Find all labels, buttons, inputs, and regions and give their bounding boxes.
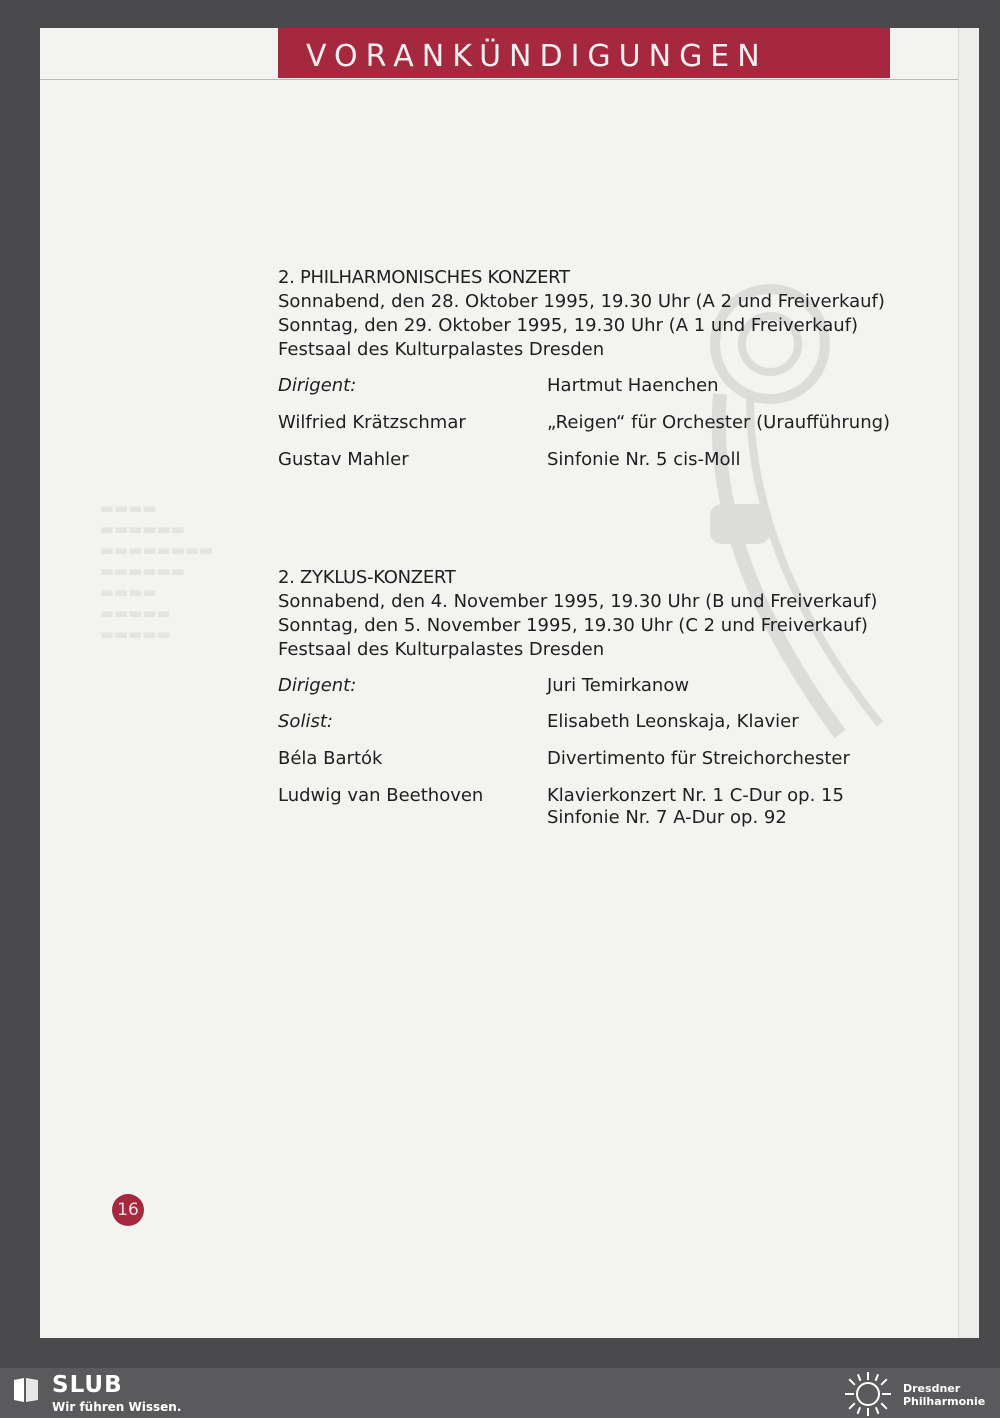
library-tagline: Wir führen Wissen. (52, 1400, 182, 1414)
partner-name-line2: Philharmonie (903, 1395, 986, 1408)
header-rule (40, 79, 958, 80)
adjacent-page-edge (958, 28, 979, 1338)
program-label: Gustav Mahler (278, 449, 409, 470)
program-value: Sinfonie Nr. 7 A-Dur op. 92 (547, 807, 787, 828)
concert-venue: Festsaal des Kulturpalastes Dresden (278, 639, 605, 660)
concert-date: Sonnabend, den 4. November 1995, 19.30 Uhr (B und Freiverkauf) (278, 591, 878, 612)
program-value: Hartmut Haenchen (547, 375, 719, 396)
show-through-left-column: ▬▬▬▬ ▬▬▬▬▬▬ ▬▬▬▬▬▬▬▬ ▬▬▬▬▬▬ ▬▬▬▬ ▬▬▬▬▬ ▬▬▬▬▬ (100, 499, 214, 643)
program-label: Béla Bartók (278, 748, 383, 769)
page-number-badge (112, 1194, 144, 1226)
concert-date: Sonntag, den 29. Oktober 1995, 19.30 Uhr (A 1 und Freiverkauf) (278, 315, 859, 336)
concert-title: 2. ZYKLUS-KONZERT (278, 567, 456, 588)
concert-announcement-2 (278, 566, 878, 836)
concert-date: Sonnabend, den 28. Oktober 1995, 19.30 Uhr (A 2 und Freiverkauf) (278, 291, 885, 312)
concert-venue: Festsaal des Kulturpalastes Dresden (278, 339, 605, 360)
document-page (40, 28, 959, 1338)
program-label: Dirigent: (278, 675, 357, 696)
program-label: Dirigent: (278, 375, 357, 396)
dresdner-philharmonie-logo-icon[interactable] (842, 1372, 894, 1416)
program-value: „Reigen“ für Orchester (Uraufführung) (547, 412, 891, 433)
program-value: Juri Temirkanow (547, 675, 690, 696)
page-number: 16 (117, 1200, 139, 1220)
viewer-footer-bar (0, 1368, 1000, 1418)
partner-name-line1: Dresdner (903, 1382, 961, 1395)
program-label: Wilfried Krätzschmar (278, 412, 466, 433)
concert-date: Sonntag, den 5. November 1995, 19.30 Uhr (C 2 und Freiverkauf) (278, 615, 868, 636)
program-value: Divertimento für Streichorchester (547, 748, 850, 769)
program-value: Klavierkonzert Nr. 1 C-Dur op. 15 (547, 785, 844, 806)
concert-title: 2. PHILHARMONISCHES KONZERT (278, 267, 570, 288)
program-label: Ludwig van Beethoven (278, 785, 484, 806)
slub-logo-icon[interactable] (12, 1376, 40, 1404)
program-value: Sinfonie Nr. 5 cis-Moll (547, 449, 741, 470)
concert-announcement-1 (278, 266, 891, 486)
library-name[interactable]: SLUB (52, 1372, 123, 1398)
program-label: Solist: (278, 711, 333, 732)
section-header-band (278, 28, 890, 78)
partner-name[interactable] (903, 1382, 985, 1408)
program-value: Elisabeth Leonskaja, Klavier (547, 711, 799, 732)
section-title: VORANKÜNDIGUNGEN (306, 39, 768, 74)
